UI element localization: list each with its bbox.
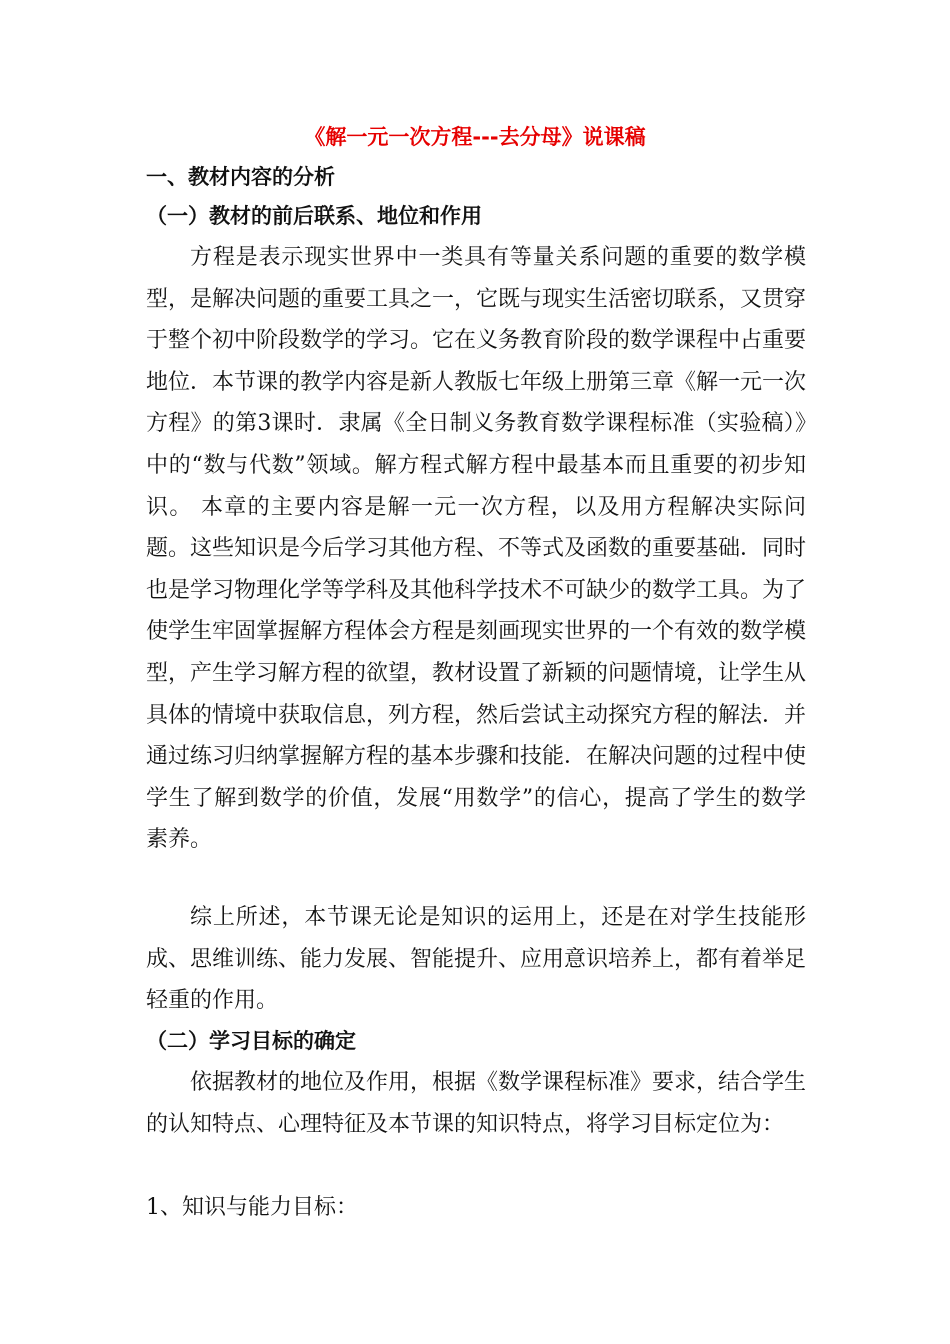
document-title: 《解一元一次方程---去分母》说课稿 (304, 125, 646, 149)
section-heading-1: 一、教材内容的分析 (146, 165, 335, 189)
subsection-heading-1: （一）教材的前后联系、地位和作用 (146, 204, 482, 228)
paragraph-2: 综上所述，本节课无论是知识的运用上，还是在对学生技能形成、思维训练、能力发展、智能提升、应用意识培养上，都有着举足轻重的作用。 (146, 905, 807, 1014)
list-item-1: 1、知识与能力目标： (146, 1195, 358, 1220)
paragraph-3: 依据教材的地位及作用，根据《数学课程标准》要求，结合学生的认知特点、心理特征及本节课的知识特点，将学习目标定位为： (146, 1070, 807, 1137)
subsection-heading-2: （二）学习目标的确定 (146, 1029, 356, 1053)
paragraph-1: 方程是表示现实世界中一类具有等量关系问题的重要的数学模型，是解决问题的重要工具之一，它既与现实生活密切联系，又贯穿于整个初中阶段数学的学习。它在义务教育阶段的数学课程中占重要地位．本节课的教学内容是新人教版七年级上册第三章《解一元一次方程》的第3课时．隶属《全日制义务教育数学课程标准（实验稿）》中的“数与代数”领域。解方程式解方程中最基本而且重要的初步知识。 本章的主要内容是解一元一次方程，以及用方程解决实际问题。这些知识是今后学习其他方程、不等式及函数的重要基础．同时也是学习物理化学等学科及其他科学技术不可缺少的数学工具。为了使学生牢固掌握解方程体会方程是刻画现实世界的一个有效的数学模型，产生学习解方程的欲望，教材设置了新颖的问题情境，让学生从具体的情境中获取信息，列方程，然后尝试主动探究方程的解法．并通过练习归纳掌握解方程的基本步骤和技能．在解决问题的过程中使学生了解到数学的价值，发展“用数学”的信心，提高了学生的数学素养。 (146, 245, 807, 853)
